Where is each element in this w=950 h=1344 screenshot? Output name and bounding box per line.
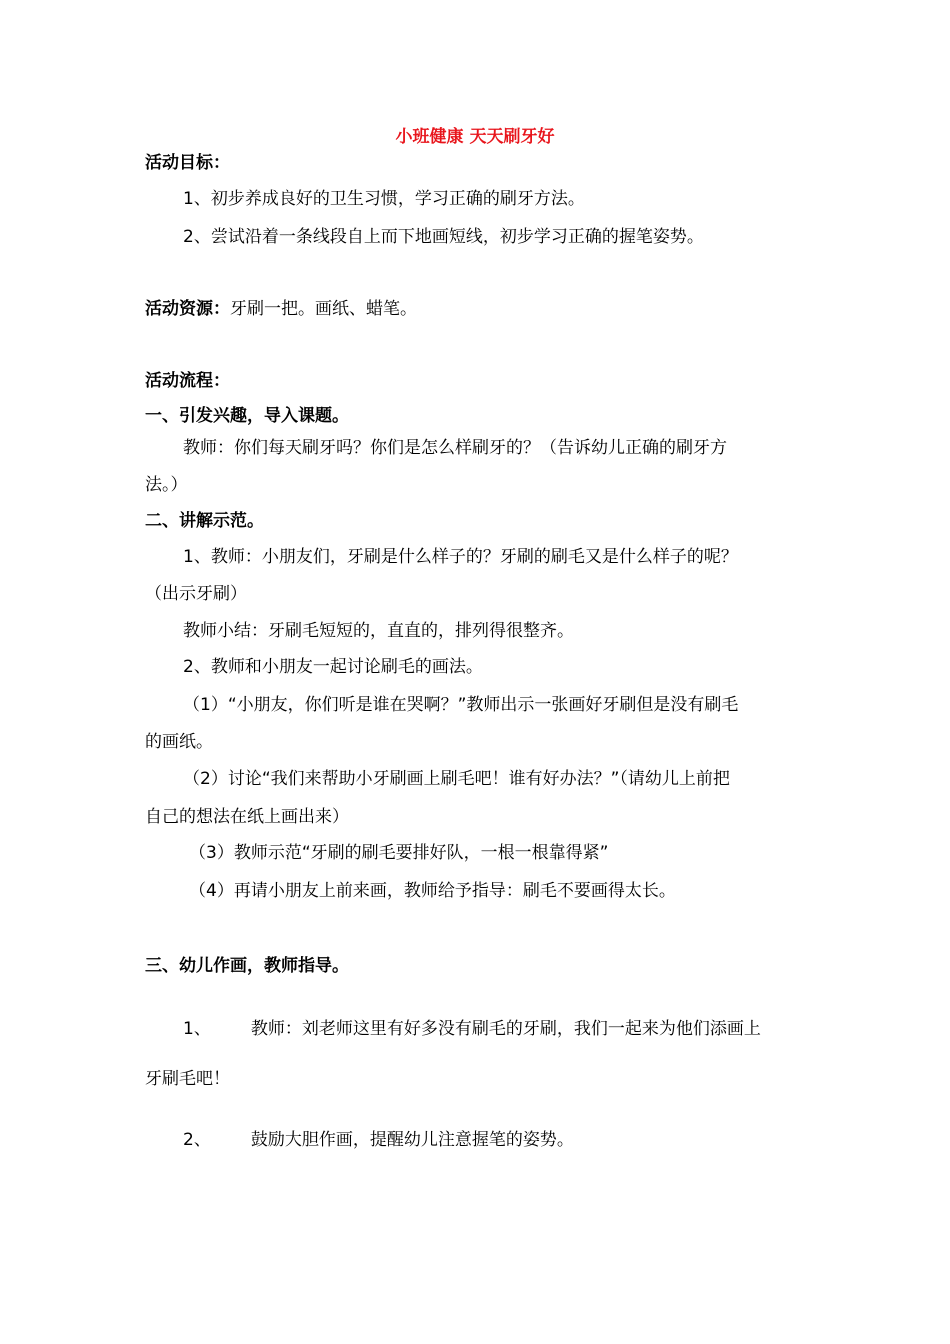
section-2-step-2-line-2: 自己的想法在纸上画出来）	[145, 807, 349, 827]
process-heading: 活动流程：	[145, 371, 230, 391]
section-3-item-2-text: 鼓励大胆作画，提醒幼儿注意握笔的姿势。	[250, 1130, 574, 1150]
section-1-paragraph-line-2: 法。）	[145, 475, 188, 495]
section-3-item-2	[183, 1129, 574, 1151]
section-3-item-1	[183, 1018, 761, 1040]
section-1-paragraph-line-1: 教师：你们每天刷牙吗？你们是怎么样刷牙的？（告诉幼儿正确的刷牙方	[183, 438, 727, 458]
document-title: 小班健康 天天刷牙好	[395, 127, 555, 147]
section-3-heading: 三、幼儿作画，教师指导。	[145, 956, 349, 976]
section-3-item-1-number: 1、	[183, 1019, 211, 1039]
goals-heading: 活动目标：	[145, 153, 230, 173]
section-3-item-1-line-2: 牙刷毛吧！	[145, 1069, 230, 1089]
section-2-item-2: 2、教师和小朋友一起讨论刷毛的画法。	[183, 657, 483, 677]
section-2-summary: 教师小结：牙刷毛短短的，直直的，排列得很整齐。	[183, 621, 574, 641]
resources-text: 牙刷一把。画纸、蜡笔。	[230, 299, 417, 319]
section-3-item-2-number: 2、	[183, 1130, 211, 1150]
section-2-step-1-line-1: （1）“小朋友，你们听是谁在哭啊？”教师出示一张画好牙刷但是没有刷毛	[183, 695, 739, 715]
section-2-step-4: （4）再请小朋友上前来画，教师给予指导：刷毛不要画得太长。	[189, 881, 676, 901]
section-3-item-1-text: 教师：刘老师这里有好多没有刷毛的牙刷，我们一起来为他们添画上	[250, 1019, 761, 1039]
goal-item-1: 1、初步养成良好的卫生习惯，学习正确的刷牙方法。	[183, 189, 585, 209]
section-2-p1-line-2: （出示牙刷）	[145, 584, 247, 604]
section-2-step-3: （3）教师示范“牙刷的刷毛要排好队，一根一根靠得紧”	[189, 843, 609, 863]
resources-line	[145, 298, 417, 320]
section-2-heading: 二、讲解示范。	[145, 511, 264, 531]
section-2-step-1-line-2: 的画纸。	[145, 732, 213, 752]
resources-label: 活动资源：	[145, 299, 230, 319]
section-2-p1-line-1: 1、教师：小朋友们，牙刷是什么样子的？牙刷的刷毛又是什么样子的呢？	[183, 547, 738, 567]
section-1-heading: 一、引发兴趣，导入课题。	[145, 406, 349, 426]
goal-item-2: 2、尝试沿着一条线段自上而下地画短线，初步学习正确的握笔姿势。	[183, 227, 704, 247]
section-2-step-2-line-1: （2）讨论“我们来帮助小牙刷画上刷毛吧！谁有好办法？”（请幼儿上前把	[183, 769, 730, 789]
